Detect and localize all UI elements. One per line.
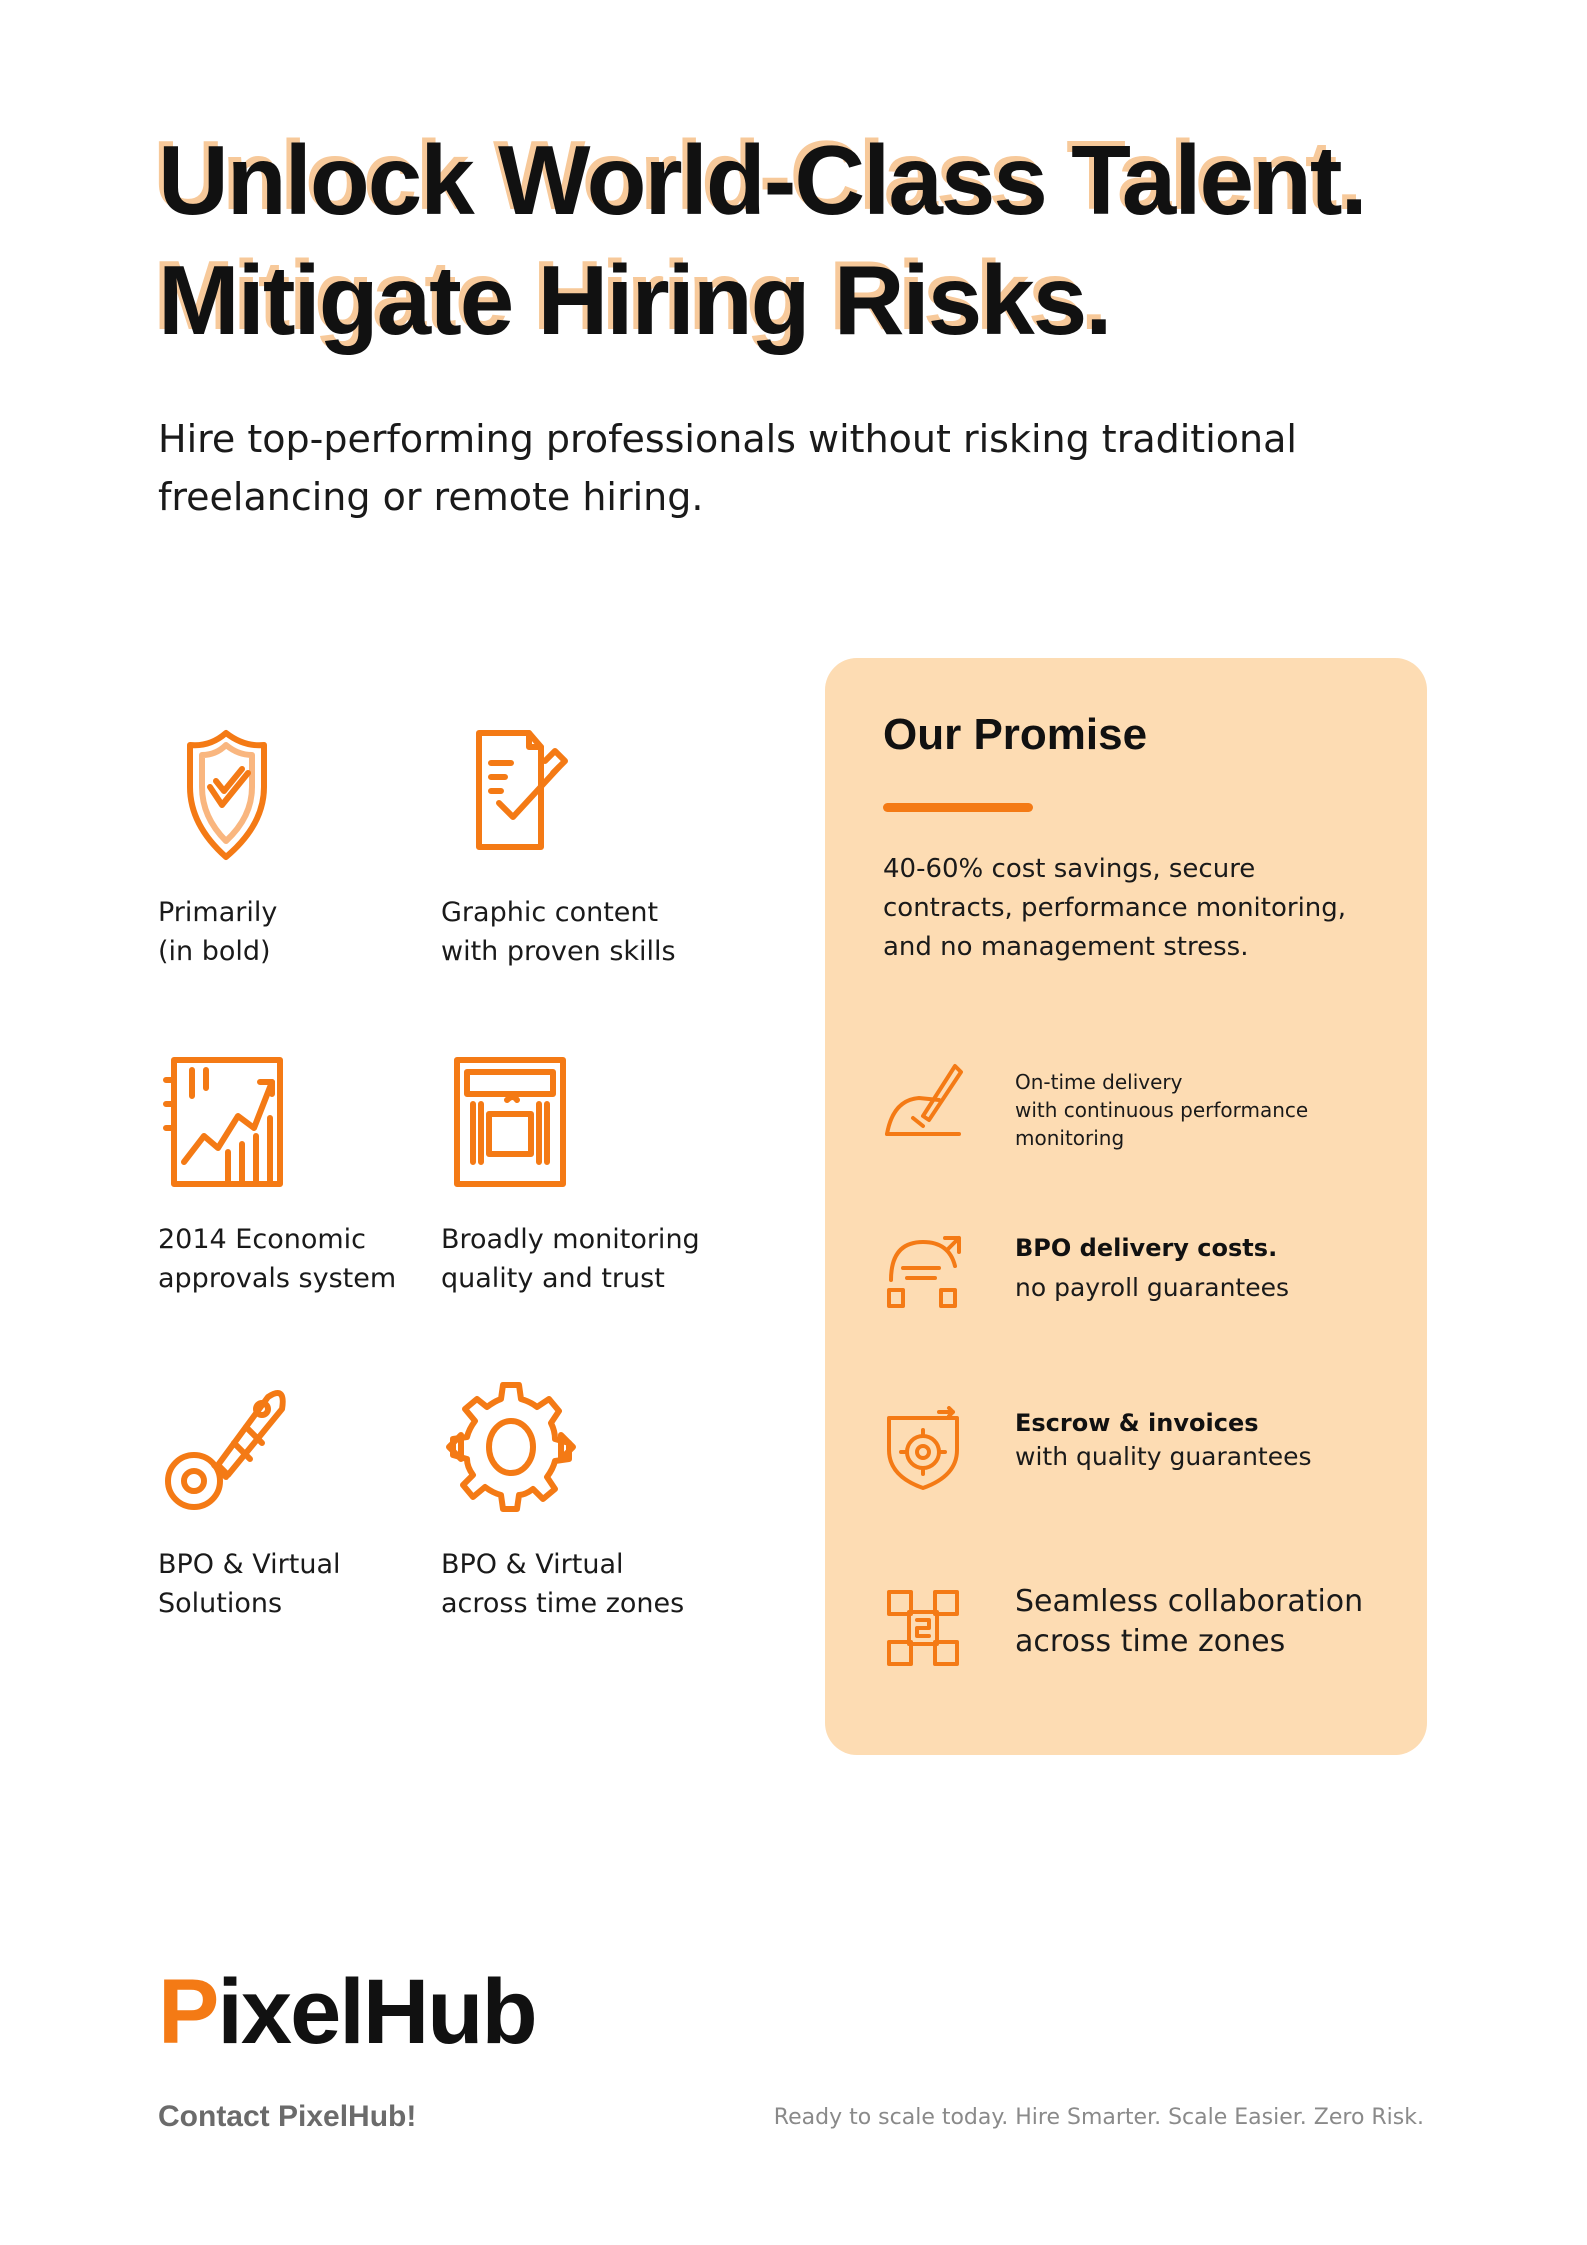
feature-item-1 [158,725,418,971]
promise-item-text: Seamless collaboration across time zones [1015,1584,1364,1659]
monitor-frame-icon [441,1052,571,1192]
promise-item-1 [883,1060,1413,1150]
promise-item-2 [883,1228,1413,1318]
feature-label: BPO & Virtual Solutions [158,1549,341,1619]
rocket-icon [158,1377,288,1517]
feature-label: Graphic content with proven skills [441,897,676,967]
hand-pen-icon [883,1060,963,1144]
network-icon [883,1586,963,1670]
feature-item-6 [441,1377,701,1623]
feature-label: Broadly monitoring quality and trust [441,1224,700,1294]
feature-label: Primarily (in bold) [158,897,278,967]
tagline: Ready to scale today. Hire Smarter. Scale Easier. Zero Risk. [773,2105,1424,2130]
headset-icon [883,1228,963,1312]
subheadline: Hire top-performing professionals without risking traditional freelancing or remote hiring. [158,417,1297,519]
promise-item-3 [883,1406,1413,1496]
feature-item-3 [158,1052,418,1298]
feature-item-4 [441,1052,701,1298]
promise-item-4 [883,1586,1413,1676]
shield-check-icon [158,725,288,865]
promise-item-text: BPO delivery costs. no payroll guarantees [1015,1234,1289,1302]
promise-title: Our Promise [883,710,1148,759]
feature-label: BPO & Virtual across time zones [441,1549,685,1619]
promise-description: 40-60% cost savings, secure contracts, performance monitoring, and no management stress. [883,854,1347,962]
feature-label: 2014 Economic approvals system [158,1224,397,1294]
headline-line-1: Unlock World-Class Talent. [158,125,1366,235]
feature-item-5 [158,1377,418,1623]
gear-shield-icon [883,1406,963,1490]
headline [158,120,1458,360]
promise-panel [825,658,1427,1755]
promise-item-text: Escrow & invoices with quality guarantees [1015,1409,1312,1471]
growth-chart-icon [158,1052,288,1192]
document-sign-icon [441,725,571,865]
promise-item-text: On-time delivery with continuous performance monitoring [1015,1070,1309,1150]
contact-link[interactable]: Contact PixelHub! [158,2100,417,2133]
headline-line-2: Mitigate Hiring Risks. [158,245,1111,355]
promise-divider [883,803,1033,812]
feature-item-2 [441,725,701,971]
pixelhub-logo: PixelHub [158,1961,536,2063]
gear-arrows-icon [441,1377,581,1517]
